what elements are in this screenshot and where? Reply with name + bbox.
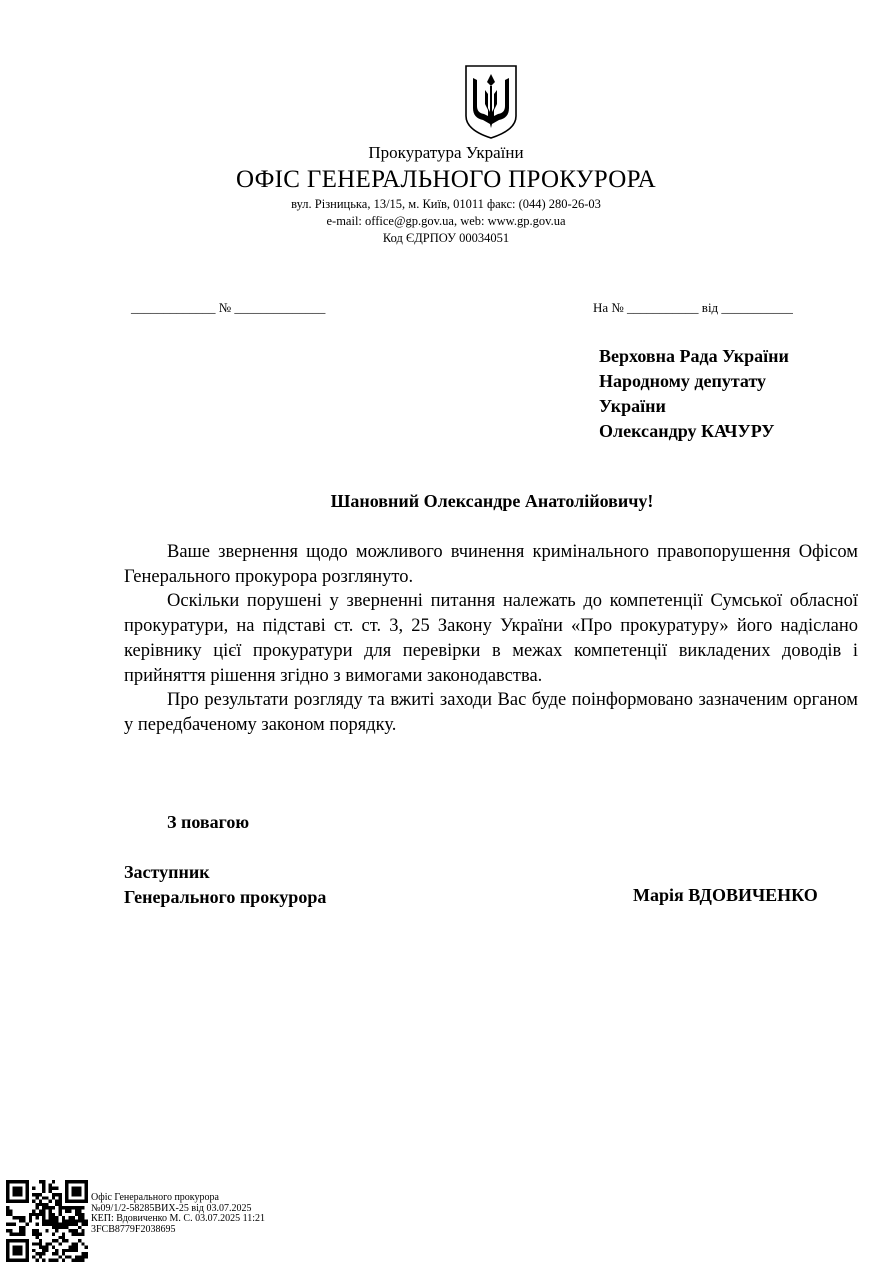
stamp-line-4: 3FCB8779F2038695 — [91, 1223, 176, 1235]
addressee-line-4: Олександру КАЧУРУ — [599, 421, 775, 441]
office-title: ОФІС ГЕНЕРАЛЬНОГО ПРОКУРОРА — [235, 166, 657, 193]
addressee-line-1: Верховна Рада України — [599, 346, 789, 366]
closing-regards: З повагою — [167, 812, 250, 832]
signer-position-line-2: Генерального прокурора — [124, 887, 327, 907]
stamp-line-3: КЕП: Вдовиченко М. С. 03.07.2025 11:21 — [91, 1213, 265, 1224]
prosecutor-line: Прокуратура України — [368, 143, 524, 162]
stamp-line-2: №09/1/2-58285ВИХ-25 від 03.07.2025 — [91, 1202, 252, 1214]
body-paragraph-2: Оскільки порушені у зверненні питання належать до компетенції Сумської обласної прокуратури, на підставі ст. ст. 3, 25 Закону України «Про прокуратуру» його надіслано керівнику цієї прокуратури для перевірки в межах компетенції викладених доводів і прийняття рішення згідно з вимогами законодавства. — [124, 591, 858, 686]
letter-body — [124, 540, 858, 738]
trident-coat-of-arms-icon — [463, 64, 519, 140]
signer-name: Марія ВДОВИЧЕНКО — [633, 885, 818, 905]
office-address: вул. Різницька, 13/15, м. Київ, 01011 факс: (044) 280-26-03 — [291, 197, 601, 211]
outgoing-reference: _____________ № ______________ — [131, 300, 326, 315]
signer-position-line-1: Заступник — [124, 862, 210, 882]
body-paragraph-3: Про результати розгляду та вжиті заходи Вас буде поінформовано зазначеним органом у передбаченому законом порядку. — [124, 690, 858, 735]
body-paragraph-1: Ваше звернення щодо можливого вчинення кримінального правопорушення Офісом Генерального прокурора розглянуто. — [124, 542, 858, 587]
office-contacts: e-mail: office@gp.gov.ua, web: www.gp.gov.ua — [326, 214, 566, 228]
signer-position — [124, 860, 326, 910]
addressee-line-2: Народному депутату — [599, 371, 767, 391]
qr-code-icon — [6, 1180, 88, 1262]
salutation: Шановний Олександре Анатолійовичу! — [330, 491, 654, 511]
incoming-reference: На № ___________ від ___________ — [593, 300, 793, 315]
electronic-signature-stamp — [91, 1193, 265, 1235]
addressee-block — [599, 344, 789, 444]
addressee-line-3: України — [599, 396, 666, 416]
stamp-line-1: Офіс Генерального прокурора — [91, 1192, 219, 1203]
office-edrpou-code: Код ЄДРПОУ 00034051 — [382, 231, 510, 245]
